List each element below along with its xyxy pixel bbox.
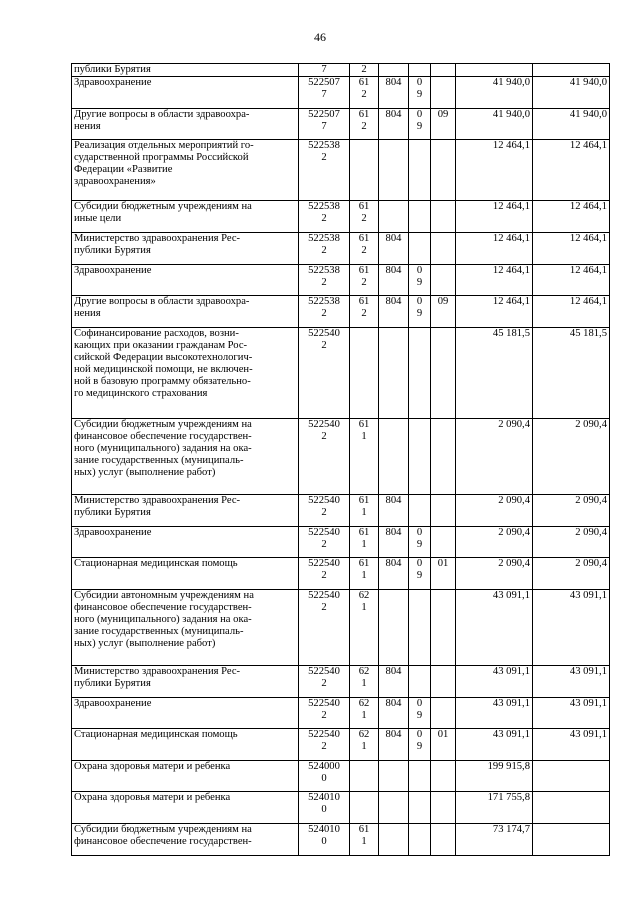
cell-section <box>409 419 431 495</box>
cell-target-code: 522538 2 <box>299 140 350 201</box>
cell-name: Стационарная медицинская помощь <box>72 558 299 590</box>
table-row <box>72 666 610 698</box>
cell-amount-1: 2 090,4 <box>456 495 533 527</box>
cell-subsection: 01 <box>431 558 456 590</box>
cell-subsection <box>431 77 456 109</box>
cell-amount-1: 12 464,1 <box>456 265 533 296</box>
cell-section: 0 9 <box>409 527 431 558</box>
cell-subsection <box>431 666 456 698</box>
cell-expense-type: 61 1 <box>350 495 379 527</box>
cell-amount-1: 2 090,4 <box>456 527 533 558</box>
cell-amount-2: 2 090,4 <box>533 419 610 495</box>
cell-expense-type <box>350 328 379 419</box>
cell-target-code: 7 <box>299 64 350 77</box>
cell-section <box>409 233 431 265</box>
cell-amount-1: 171 755,8 <box>456 792 533 824</box>
cell-section <box>409 590 431 666</box>
cell-expense-type: 61 1 <box>350 824 379 856</box>
cell-section: 0 9 <box>409 729 431 761</box>
cell-amount-2: 45 181,5 <box>533 328 610 419</box>
table-row <box>72 201 610 233</box>
cell-ministry-code: 804 <box>379 265 409 296</box>
cell-name: Министерство здравоохранения Рес- публики Бурятия <box>72 233 299 265</box>
cell-ministry-code: 804 <box>379 495 409 527</box>
table-row <box>72 761 610 792</box>
cell-amount-1: 12 464,1 <box>456 201 533 233</box>
cell-expense-type: 62 1 <box>350 729 379 761</box>
cell-ministry-code: 804 <box>379 527 409 558</box>
cell-target-code: 524000 0 <box>299 761 350 792</box>
cell-subsection <box>431 792 456 824</box>
cell-section <box>409 761 431 792</box>
cell-section: 0 9 <box>409 698 431 729</box>
cell-subsection <box>431 824 456 856</box>
cell-section <box>409 792 431 824</box>
table-row <box>72 590 610 666</box>
cell-amount-1: 43 091,1 <box>456 698 533 729</box>
cell-amount-1: 43 091,1 <box>456 729 533 761</box>
cell-ministry-code: 804 <box>379 296 409 328</box>
cell-ministry-code <box>379 140 409 201</box>
cell-section: 0 9 <box>409 296 431 328</box>
cell-target-code: 522538 2 <box>299 296 350 328</box>
cell-name: Реализация отдельных мероприятий го- сударственной программы Российской Федерации «Развитие здравоохранения» <box>72 140 299 201</box>
cell-ministry-code <box>379 201 409 233</box>
cell-target-code: 522507 7 <box>299 109 350 140</box>
table-row <box>72 140 610 201</box>
cell-amount-2 <box>533 761 610 792</box>
cell-amount-1: 73 174,7 <box>456 824 533 856</box>
cell-amount-1: 12 464,1 <box>456 296 533 328</box>
cell-section: 0 9 <box>409 558 431 590</box>
cell-name: Субсидии бюджетным учреждениям на иные цели <box>72 201 299 233</box>
cell-ministry-code: 804 <box>379 233 409 265</box>
cell-ministry-code <box>379 419 409 495</box>
table-row <box>72 109 610 140</box>
cell-name: Министерство здравоохранения Рес- публики Бурятия <box>72 495 299 527</box>
cell-expense-type: 62 1 <box>350 666 379 698</box>
cell-subsection <box>431 419 456 495</box>
cell-name: Субсидии бюджетным учреждениям на финансовое обеспечение государствен- ного (муниципального) задания на ока- зание государственных (муниципаль- ных) услуг (выполнение работ) <box>72 419 299 495</box>
cell-subsection <box>431 590 456 666</box>
cell-amount-2: 12 464,1 <box>533 140 610 201</box>
table-row <box>72 558 610 590</box>
table-row <box>72 824 610 856</box>
cell-amount-1: 43 091,1 <box>456 590 533 666</box>
cell-ministry-code: 804 <box>379 77 409 109</box>
table-row <box>72 729 610 761</box>
cell-ministry-code: 804 <box>379 109 409 140</box>
cell-amount-1: 199 915,8 <box>456 761 533 792</box>
cell-expense-type: 2 <box>350 64 379 77</box>
table-row <box>72 233 610 265</box>
cell-amount-2 <box>533 824 610 856</box>
cell-expense-type: 62 1 <box>350 698 379 729</box>
cell-ministry-code: 804 <box>379 698 409 729</box>
cell-target-code: 524010 0 <box>299 824 350 856</box>
budget-table <box>71 63 610 856</box>
cell-amount-2: 2 090,4 <box>533 558 610 590</box>
cell-subsection <box>431 328 456 419</box>
cell-amount-1 <box>456 64 533 77</box>
cell-section: 0 9 <box>409 77 431 109</box>
cell-amount-2 <box>533 792 610 824</box>
cell-name: Софинансирование расходов, возни- кающих при оказании гражданам Рос- сийской Федерации высокотехнологич- ной медицинской помощи, не включен- ной в базовую программу обязательно- го медицинского страхования <box>72 328 299 419</box>
cell-target-code: 522540 2 <box>299 495 350 527</box>
cell-name: публики Бурятия <box>72 64 299 77</box>
cell-expense-type: 61 1 <box>350 419 379 495</box>
cell-subsection <box>431 698 456 729</box>
cell-subsection <box>431 495 456 527</box>
cell-ministry-code <box>379 590 409 666</box>
cell-subsection <box>431 761 456 792</box>
cell-subsection <box>431 140 456 201</box>
cell-amount-2: 12 464,1 <box>533 296 610 328</box>
cell-expense-type: 61 2 <box>350 77 379 109</box>
cell-ministry-code <box>379 824 409 856</box>
cell-subsection <box>431 233 456 265</box>
cell-name: Здравоохранение <box>72 527 299 558</box>
cell-amount-2: 41 940,0 <box>533 109 610 140</box>
cell-amount-2: 12 464,1 <box>533 233 610 265</box>
cell-expense-type: 61 2 <box>350 296 379 328</box>
cell-amount-2 <box>533 64 610 77</box>
cell-name: Здравоохранение <box>72 698 299 729</box>
cell-subsection <box>431 201 456 233</box>
table-row <box>72 64 610 77</box>
cell-target-code: 522540 2 <box>299 590 350 666</box>
table-row <box>72 419 610 495</box>
cell-ministry-code <box>379 64 409 77</box>
cell-name: Субсидии бюджетным учреждениям на финансовое обеспечение государствен- <box>72 824 299 856</box>
cell-target-code: 522540 2 <box>299 419 350 495</box>
cell-ministry-code <box>379 792 409 824</box>
cell-subsection: 09 <box>431 109 456 140</box>
cell-amount-1: 41 940,0 <box>456 77 533 109</box>
cell-target-code: 522540 2 <box>299 328 350 419</box>
table-row <box>72 328 610 419</box>
cell-expense-type: 61 1 <box>350 558 379 590</box>
cell-subsection <box>431 64 456 77</box>
cell-amount-2: 2 090,4 <box>533 495 610 527</box>
cell-amount-2: 12 464,1 <box>533 201 610 233</box>
cell-name: Охрана здоровья матери и ребенка <box>72 761 299 792</box>
cell-name: Другие вопросы в области здравоохра- нения <box>72 296 299 328</box>
table-row <box>72 792 610 824</box>
table-row <box>72 77 610 109</box>
cell-subsection <box>431 265 456 296</box>
cell-ministry-code: 804 <box>379 729 409 761</box>
cell-expense-type <box>350 792 379 824</box>
cell-amount-1: 2 090,4 <box>456 558 533 590</box>
cell-section <box>409 328 431 419</box>
cell-expense-type: 62 1 <box>350 590 379 666</box>
cell-target-code: 522538 2 <box>299 201 350 233</box>
page-number: 46 <box>314 30 326 44</box>
cell-amount-2: 12 464,1 <box>533 265 610 296</box>
cell-amount-1: 2 090,4 <box>456 419 533 495</box>
cell-ministry-code: 804 <box>379 558 409 590</box>
cell-name: Охрана здоровья матери и ребенка <box>72 792 299 824</box>
cell-target-code: 522540 2 <box>299 698 350 729</box>
cell-amount-2: 2 090,4 <box>533 527 610 558</box>
cell-subsection: 01 <box>431 729 456 761</box>
cell-amount-1: 12 464,1 <box>456 140 533 201</box>
cell-expense-type: 61 2 <box>350 201 379 233</box>
cell-ministry-code <box>379 761 409 792</box>
cell-target-code: 522540 2 <box>299 558 350 590</box>
table-row <box>72 296 610 328</box>
cell-amount-2: 43 091,1 <box>533 698 610 729</box>
cell-subsection <box>431 527 456 558</box>
cell-target-code: 524010 0 <box>299 792 350 824</box>
cell-expense-type: 61 1 <box>350 527 379 558</box>
cell-amount-1: 45 181,5 <box>456 328 533 419</box>
cell-subsection: 09 <box>431 296 456 328</box>
table-row <box>72 495 610 527</box>
cell-amount-2: 43 091,1 <box>533 729 610 761</box>
cell-name: Другие вопросы в области здравоохра- нения <box>72 109 299 140</box>
cell-expense-type: 61 2 <box>350 109 379 140</box>
cell-target-code: 522540 2 <box>299 729 350 761</box>
cell-name: Субсидии автономным учреждениям на финансовое обеспечение государствен- ного (муниципального) задания на ока- зание государственных (муниципаль- ных) услуг (выполнение работ) <box>72 590 299 666</box>
table-row <box>72 527 610 558</box>
cell-amount-1: 12 464,1 <box>456 233 533 265</box>
cell-target-code: 522538 2 <box>299 233 350 265</box>
cell-section: 0 9 <box>409 265 431 296</box>
cell-target-code: 522540 2 <box>299 527 350 558</box>
cell-amount-1: 41 940,0 <box>456 109 533 140</box>
cell-ministry-code: 804 <box>379 666 409 698</box>
cell-name: Министерство здравоохранения Рес- публики Бурятия <box>72 666 299 698</box>
cell-amount-2: 41 940,0 <box>533 77 610 109</box>
cell-expense-type <box>350 761 379 792</box>
cell-section <box>409 201 431 233</box>
cell-section <box>409 824 431 856</box>
cell-target-code: 522540 2 <box>299 666 350 698</box>
cell-section <box>409 140 431 201</box>
cell-name: Здравоохранение <box>72 77 299 109</box>
cell-name: Стационарная медицинская помощь <box>72 729 299 761</box>
cell-section <box>409 495 431 527</box>
cell-target-code: 522507 7 <box>299 77 350 109</box>
cell-amount-1: 43 091,1 <box>456 666 533 698</box>
cell-amount-2: 43 091,1 <box>533 590 610 666</box>
cell-target-code: 522538 2 <box>299 265 350 296</box>
table-row <box>72 265 610 296</box>
cell-section: 0 9 <box>409 109 431 140</box>
cell-section <box>409 64 431 77</box>
cell-ministry-code <box>379 328 409 419</box>
cell-amount-2: 43 091,1 <box>533 666 610 698</box>
cell-section <box>409 666 431 698</box>
table-row <box>72 698 610 729</box>
cell-expense-type: 61 2 <box>350 265 379 296</box>
cell-expense-type <box>350 140 379 201</box>
cell-expense-type: 61 2 <box>350 233 379 265</box>
cell-name: Здравоохранение <box>72 265 299 296</box>
